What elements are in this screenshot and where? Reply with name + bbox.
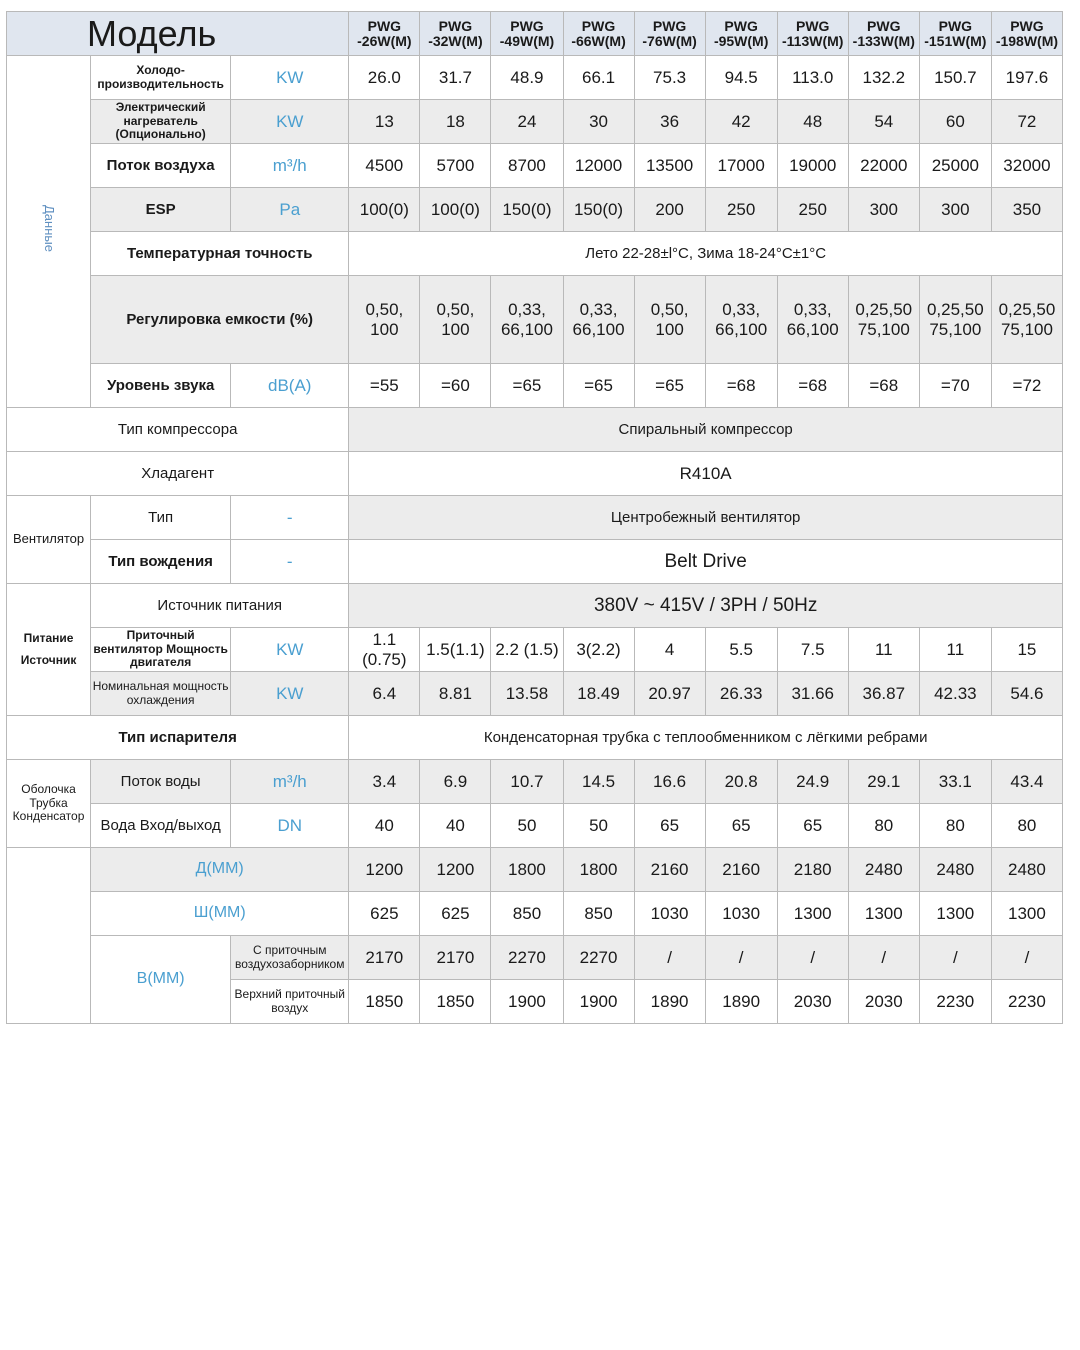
model-header: PWG -151W(M) <box>919 12 991 56</box>
span-value: Конденсаторная трубка с теплообменником с лёгкими ребрами <box>349 716 1063 760</box>
value-cell: 13.58 <box>491 672 563 716</box>
value-cell: 94.5 <box>705 56 777 100</box>
span-value: Лето 22-28±l°C, Зима 18-24°C±1°C <box>349 232 1063 276</box>
value-cell: =65 <box>563 364 634 408</box>
value-cell: 80 <box>919 804 991 848</box>
row-unit: KW <box>231 628 349 672</box>
data-group-label: Данные <box>42 205 57 253</box>
value-cell: =68 <box>705 364 777 408</box>
value-cell: 0,50, 100 <box>349 276 420 364</box>
value-cell: / <box>919 936 991 980</box>
value-cell: 150(0) <box>563 188 634 232</box>
row-label: Регулировка емкости (%) <box>91 276 349 364</box>
table-row <box>7 232 1063 276</box>
table-row <box>7 540 1063 584</box>
row-label: Тип вождения <box>91 540 231 584</box>
row-unit: KW <box>231 56 349 100</box>
value-cell: 80 <box>848 804 919 848</box>
value-cell: 1300 <box>777 892 848 936</box>
row-label: Источник питания <box>91 584 349 628</box>
value-cell: 2160 <box>634 848 705 892</box>
value-cell: 0,33, 66,100 <box>777 276 848 364</box>
value-cell: 0,50, 100 <box>420 276 491 364</box>
value-cell: 42.33 <box>919 672 991 716</box>
value-cell: 1300 <box>991 892 1062 936</box>
value-cell: 1200 <box>349 848 420 892</box>
table-row <box>7 584 1063 628</box>
value-cell: 43.4 <box>991 760 1062 804</box>
value-cell: 48.9 <box>491 56 563 100</box>
value-cell: 300 <box>919 188 991 232</box>
table-row <box>7 936 1063 980</box>
value-cell: / <box>705 936 777 980</box>
row-label: Тип компрессора <box>7 408 349 452</box>
table-row <box>7 496 1063 540</box>
value-cell: 65 <box>705 804 777 848</box>
row-unit: DN <box>231 804 349 848</box>
value-cell: 2480 <box>919 848 991 892</box>
table-row <box>7 364 1063 408</box>
value-cell: 15 <box>991 628 1062 672</box>
value-cell: 80 <box>991 804 1062 848</box>
model-header: PWG -95W(M) <box>705 12 777 56</box>
value-cell: 2270 <box>563 936 634 980</box>
value-cell: 1800 <box>491 848 563 892</box>
value-cell: =65 <box>634 364 705 408</box>
model-header: PWG -113W(M) <box>777 12 848 56</box>
value-cell: 1900 <box>563 980 634 1024</box>
value-cell: 0,33, 66,100 <box>705 276 777 364</box>
value-cell: 6.4 <box>349 672 420 716</box>
value-cell: 50 <box>563 804 634 848</box>
model-header: PWG -76W(M) <box>634 12 705 56</box>
row-label: Ш(MM) <box>91 892 349 936</box>
row-label: B(MM) <box>91 936 231 1024</box>
value-cell: 26.0 <box>349 56 420 100</box>
value-cell: 50 <box>491 804 563 848</box>
row-label: Вода Вход/выход <box>91 804 231 848</box>
model-header: PWG -66W(M) <box>563 12 634 56</box>
value-cell: 200 <box>634 188 705 232</box>
table-row <box>7 100 1063 144</box>
value-cell: 40 <box>349 804 420 848</box>
table-row <box>7 716 1063 760</box>
value-cell: 2230 <box>991 980 1062 1024</box>
value-cell: 625 <box>420 892 491 936</box>
row-unit: dB(A) <box>231 364 349 408</box>
value-cell: 625 <box>349 892 420 936</box>
value-cell: 75.3 <box>634 56 705 100</box>
value-cell: =60 <box>420 364 491 408</box>
value-cell: 1030 <box>634 892 705 936</box>
row-unit: - <box>231 540 349 584</box>
value-cell: 31.7 <box>420 56 491 100</box>
table-row <box>7 276 1063 364</box>
value-cell: 1200 <box>420 848 491 892</box>
row-label: Тип испарителя <box>7 716 349 760</box>
value-cell: 20.97 <box>634 672 705 716</box>
value-cell: 0,25,50 75,100 <box>919 276 991 364</box>
row-label: Электрический нагреватель (Опционально) <box>91 100 231 144</box>
table-row <box>7 188 1063 232</box>
value-cell: 350 <box>991 188 1062 232</box>
row-label: Уровень звука <box>91 364 231 408</box>
dimensions-group-cell <box>7 848 91 1024</box>
value-cell: 65 <box>634 804 705 848</box>
value-cell: 30 <box>563 100 634 144</box>
row-label: Поток воздуха <box>91 144 231 188</box>
value-cell: 250 <box>705 188 777 232</box>
value-cell: 1890 <box>634 980 705 1024</box>
value-cell: 29.1 <box>848 760 919 804</box>
span-value: 380V ~ 415V / 3PH / 50Hz <box>349 584 1063 628</box>
fan-group-label: Вентилятор <box>7 496 91 584</box>
value-cell: / <box>848 936 919 980</box>
value-cell: 850 <box>491 892 563 936</box>
value-cell: 10.7 <box>491 760 563 804</box>
value-cell: 1800 <box>563 848 634 892</box>
table-title: Модель <box>7 12 349 56</box>
spec-table <box>6 11 1063 1024</box>
value-cell: 850 <box>563 892 634 936</box>
value-cell: 24.9 <box>777 760 848 804</box>
value-cell: / <box>634 936 705 980</box>
value-cell: 54 <box>848 100 919 144</box>
value-cell: 1.5(1.1) <box>420 628 491 672</box>
value-cell: 2230 <box>919 980 991 1024</box>
table-row <box>7 628 1063 672</box>
row-label: Номинальная мощность охлаждения <box>91 672 231 716</box>
value-cell: 36 <box>634 100 705 144</box>
row-label: ESP <box>91 188 231 232</box>
value-cell: 25000 <box>919 144 991 188</box>
value-cell: 66.1 <box>563 56 634 100</box>
value-cell: =65 <box>491 364 563 408</box>
table-row <box>7 452 1063 496</box>
value-cell: 300 <box>848 188 919 232</box>
model-header: PWG -198W(M) <box>991 12 1062 56</box>
row-unit: m³/h <box>231 144 349 188</box>
row-sublabel: Верхний приточный воздух <box>231 980 349 1024</box>
value-cell: 2030 <box>777 980 848 1024</box>
value-cell: 132.2 <box>848 56 919 100</box>
value-cell: 8700 <box>491 144 563 188</box>
row-unit: - <box>231 496 349 540</box>
value-cell: 4 <box>634 628 705 672</box>
value-cell: 150.7 <box>919 56 991 100</box>
row-label: Приточный вентилятор Мощность двигателя <box>91 628 231 672</box>
value-cell: =68 <box>848 364 919 408</box>
value-cell: 6.9 <box>420 760 491 804</box>
value-cell: 60 <box>919 100 991 144</box>
value-cell: 31.66 <box>777 672 848 716</box>
row-unit: m³/h <box>231 760 349 804</box>
row-label: Холодо-производительность <box>91 56 231 100</box>
value-cell: 7.5 <box>777 628 848 672</box>
table-row <box>7 892 1063 936</box>
value-cell: 2180 <box>777 848 848 892</box>
value-cell: 11 <box>919 628 991 672</box>
value-cell: 2270 <box>491 936 563 980</box>
row-label: Поток воды <box>91 760 231 804</box>
value-cell: =68 <box>777 364 848 408</box>
span-value: R410A <box>349 452 1063 496</box>
value-cell: 1030 <box>705 892 777 936</box>
value-cell: 113.0 <box>777 56 848 100</box>
value-cell: 20.8 <box>705 760 777 804</box>
value-cell: 1900 <box>491 980 563 1024</box>
row-unit: KW <box>231 100 349 144</box>
value-cell: 3(2.2) <box>563 628 634 672</box>
value-cell: 2480 <box>848 848 919 892</box>
value-cell: 1890 <box>705 980 777 1024</box>
model-header: PWG -49W(M) <box>491 12 563 56</box>
table-row <box>7 144 1063 188</box>
value-cell: 5700 <box>420 144 491 188</box>
row-label: Хладагент <box>7 452 349 496</box>
value-cell: =70 <box>919 364 991 408</box>
value-cell: 0,25,50 75,100 <box>991 276 1062 364</box>
value-cell: 18 <box>420 100 491 144</box>
value-cell: 4500 <box>349 144 420 188</box>
value-cell: =55 <box>349 364 420 408</box>
value-cell: 2.2 (1.5) <box>491 628 563 672</box>
row-label: Температурная точность <box>91 232 349 276</box>
value-cell: 16.6 <box>634 760 705 804</box>
table-row <box>7 408 1063 452</box>
value-cell: 2480 <box>991 848 1062 892</box>
power-group-label: Питание Источник <box>7 584 91 716</box>
value-cell: 22000 <box>848 144 919 188</box>
value-cell: 65 <box>777 804 848 848</box>
value-cell: 72 <box>991 100 1062 144</box>
value-cell: 0,33, 66,100 <box>491 276 563 364</box>
value-cell: =72 <box>991 364 1062 408</box>
value-cell: 0,50, 100 <box>634 276 705 364</box>
value-cell: / <box>991 936 1062 980</box>
value-cell: 32000 <box>991 144 1062 188</box>
value-cell: 150(0) <box>491 188 563 232</box>
value-cell: 1850 <box>349 980 420 1024</box>
span-value: Спиральный компрессор <box>349 408 1063 452</box>
value-cell: 48 <box>777 100 848 144</box>
table-row <box>7 56 1063 100</box>
value-cell: 1.1 (0.75) <box>349 628 420 672</box>
value-cell: 19000 <box>777 144 848 188</box>
value-cell: 5.5 <box>705 628 777 672</box>
condenser-group-label: Оболочка Трубка Конденсатор <box>7 760 91 848</box>
value-cell: 3.4 <box>349 760 420 804</box>
span-value: Belt Drive <box>349 540 1063 584</box>
value-cell: 1850 <box>420 980 491 1024</box>
value-cell: 2170 <box>349 936 420 980</box>
value-cell: 12000 <box>563 144 634 188</box>
value-cell: 18.49 <box>563 672 634 716</box>
value-cell: / <box>777 936 848 980</box>
row-sublabel: С приточным воздухозаборником <box>231 936 349 980</box>
row-unit: KW <box>231 672 349 716</box>
value-cell: 33.1 <box>919 760 991 804</box>
value-cell: 250 <box>777 188 848 232</box>
data-group-cell <box>7 56 91 408</box>
value-cell: 26.33 <box>705 672 777 716</box>
value-cell: 42 <box>705 100 777 144</box>
model-header: PWG -32W(M) <box>420 12 491 56</box>
value-cell: 14.5 <box>563 760 634 804</box>
value-cell: 0,25,50 75,100 <box>848 276 919 364</box>
value-cell: 2170 <box>420 936 491 980</box>
value-cell: 2160 <box>705 848 777 892</box>
value-cell: 0,33, 66,100 <box>563 276 634 364</box>
value-cell: 36.87 <box>848 672 919 716</box>
value-cell: 100(0) <box>349 188 420 232</box>
value-cell: 13500 <box>634 144 705 188</box>
value-cell: 1300 <box>919 892 991 936</box>
value-cell: 13 <box>349 100 420 144</box>
table-row <box>7 760 1063 804</box>
value-cell: 100(0) <box>420 188 491 232</box>
row-unit: Pa <box>231 188 349 232</box>
value-cell: 40 <box>420 804 491 848</box>
value-cell: 8.81 <box>420 672 491 716</box>
value-cell: 2030 <box>848 980 919 1024</box>
row-label: Д(MM) <box>91 848 349 892</box>
header-row <box>7 12 1063 56</box>
table-row <box>7 804 1063 848</box>
model-header: PWG -133W(M) <box>848 12 919 56</box>
row-label: Тип <box>91 496 231 540</box>
value-cell: 11 <box>848 628 919 672</box>
value-cell: 24 <box>491 100 563 144</box>
value-cell: 54.6 <box>991 672 1062 716</box>
value-cell: 1300 <box>848 892 919 936</box>
model-header: PWG -26W(M) <box>349 12 420 56</box>
span-value: Центробежный вентилятор <box>349 496 1063 540</box>
table-row <box>7 672 1063 716</box>
table-row <box>7 848 1063 892</box>
value-cell: 17000 <box>705 144 777 188</box>
value-cell: 197.6 <box>991 56 1062 100</box>
